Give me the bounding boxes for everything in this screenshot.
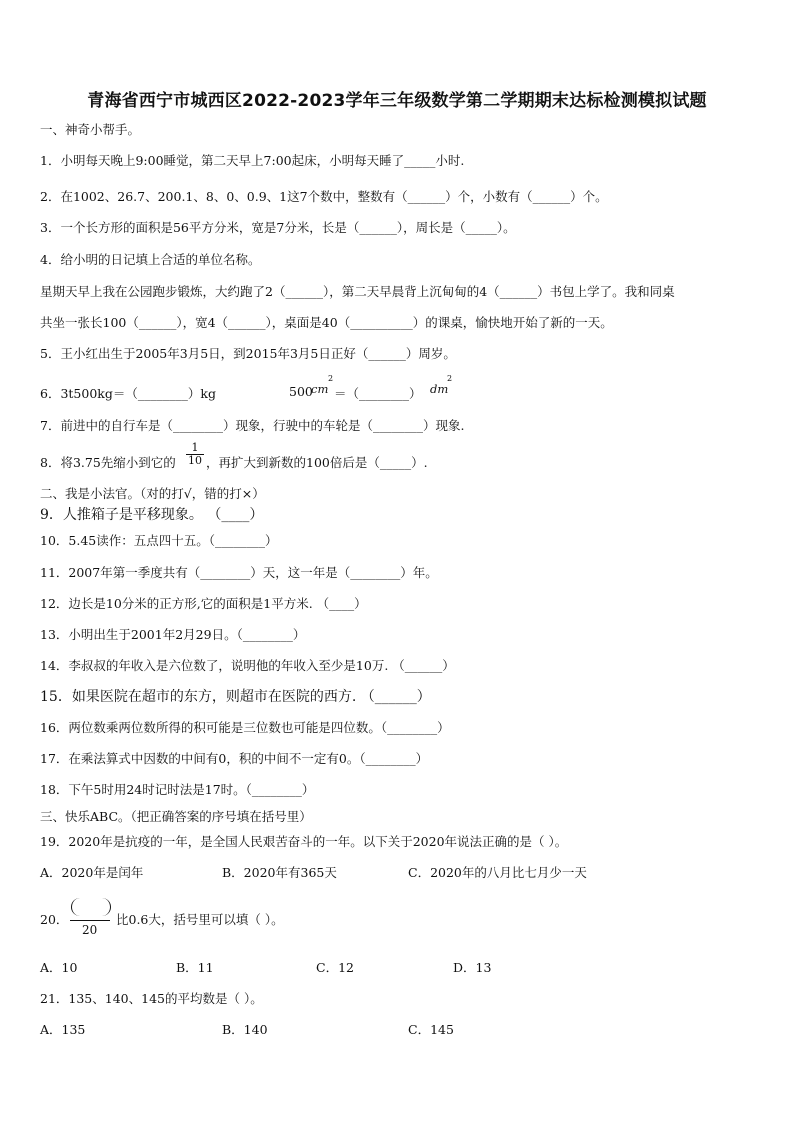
question-4: 4．给小明的日记填上合适的单位名称。 <box>40 252 261 267</box>
question-10: 10．5.45读作：五点四十五。（________） <box>40 533 278 548</box>
question-21-option-a: A．135 <box>40 1022 86 1037</box>
unit-dm: dm <box>430 382 449 396</box>
question-7: 7．前进中的自行车是（________）现象，行驶中的车轮是（________）现象. <box>40 418 465 433</box>
question-8-before: 8．将3.75先缩小到它的 <box>40 455 176 470</box>
question-5: 5．王小红出生于2005年3月5日，到2015年3月5日正好（______）周岁。 <box>40 346 456 361</box>
fraction-bar <box>70 920 110 921</box>
question-6-answer: ＝（________） <box>334 386 422 401</box>
section-3-heading: 三、快乐ABC。（把正确答案的序号填在括号里） <box>40 809 312 824</box>
question-19-option-a: A．2020年是闰年 <box>40 865 144 880</box>
page-title: 青海省西宁市城西区2022-2023学年三年级数学第二学期期末达标检测模拟试题 <box>87 91 707 111</box>
fraction-denominator: 10 <box>188 454 202 467</box>
question-3: 3．一个长方形的面积是56平方分米，宽是7分米，长是（______），周长是（_____）。 <box>40 220 516 235</box>
question-9: 9．人推箱子是平移现象。 （____） <box>40 507 264 523</box>
question-19-option-c: C．2020年的八月比七月少一天 <box>408 865 587 880</box>
question-17: 17．在乘法算式中因数的中间有0，积的中间不一定有0。（________） <box>40 751 429 766</box>
section-1-heading: 一、神奇小帮手。 <box>40 122 141 137</box>
blank-parentheses <box>71 898 111 916</box>
question-20-option-c: C．12 <box>316 960 354 975</box>
question-4-line-2: 共坐一张长100（______），宽4（______），桌面是40（__________）的课桌，愉快地开始了新的一天。 <box>40 315 613 330</box>
question-2: 2．在1002、26.7、200.1、8、0、0.9、1这7个数中，整数有（______）个，小数有（______）个。 <box>40 189 608 204</box>
unit-cm: cm <box>311 382 329 396</box>
question-8-after: ，再扩大到新数的100倍后是（_____）. <box>206 455 428 470</box>
question-11: 11．2007年第一季度共有（________）天，这一年是（________）年。 <box>40 565 438 580</box>
question-20-after: 比0.6大，括号里可以填（ ）。 <box>116 912 284 927</box>
question-13: 13．小明出生于2001年2月29日。（________） <box>40 627 306 642</box>
question-4-line-1: 星期天早上我在公园跑步锻炼，大约跑了2（______），第二天早晨背上沉甸甸的4（______）书包上学了。我和同桌 <box>40 284 675 299</box>
section-2-heading: 二、我是小法官。（对的打√，错的打×） <box>40 486 265 501</box>
question-1: 1．小明每天晚上9:00睡觉，第二天早上7:00起床，小明每天睡了_____小时. <box>40 153 465 168</box>
question-20-option-a: A．10 <box>40 960 78 975</box>
exponent-dm: 2 <box>447 374 453 383</box>
fraction-one-tenth <box>186 442 204 467</box>
fraction-numerator: 1 <box>191 441 199 454</box>
question-19-option-b: B．2020年有365天 <box>222 865 337 880</box>
fraction-denominator: 20 <box>82 923 98 937</box>
question-18: 18．下午5时用24时记时法是17时。（________） <box>40 782 315 797</box>
question-21-option-c: C．145 <box>408 1022 454 1037</box>
question-21-option-b: B．140 <box>222 1022 268 1037</box>
question-16: 16．两位数乘两位数所得的积可能是三位数也可能是四位数。（________） <box>40 720 450 735</box>
question-14: 14．李叔叔的年收入是六位数了，说明他的年收入至少是10万. （______） <box>40 658 455 673</box>
question-15: 15．如果医院在超市的东方，则超市在医院的西方. （______） <box>40 689 431 705</box>
question-20-option-d: D．13 <box>453 960 492 975</box>
question-21-stem: 21．135、140、145的平均数是（ ）。 <box>40 991 263 1006</box>
question-12: 12．边长是10分米的正方形,它的面积是1平方米. （____） <box>40 596 367 611</box>
question-20-option-b: B．11 <box>176 960 214 975</box>
exponent-cm: 2 <box>328 374 334 383</box>
question-6-number: 500 <box>289 384 313 399</box>
question-19-stem: 19．2020年是抗疫的一年，是全国人民艰苦奋斗的一年。以下关于2020年说法正确的是（ ）。 <box>40 834 568 849</box>
question-6-part-1: 6．3t500kg＝（________）kg <box>40 386 216 401</box>
question-20-number: 20． <box>40 912 69 927</box>
